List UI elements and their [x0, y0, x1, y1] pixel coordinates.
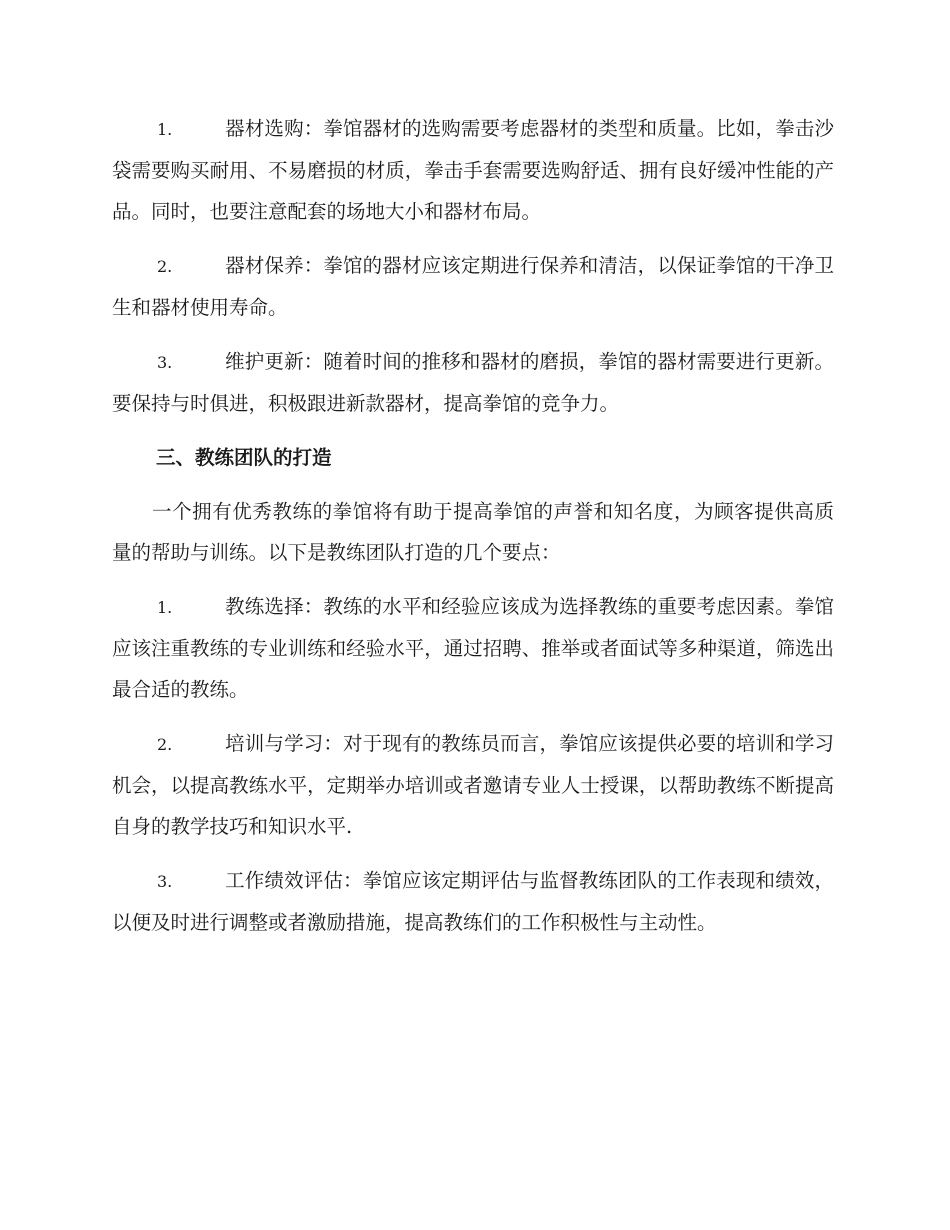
list-item: [112, 341, 834, 424]
list-number: 3.: [157, 353, 173, 372]
list-number: 3.: [157, 872, 173, 891]
section-intro-paragraph: 一个拥有优秀教练的拳馆将有助于提高拳馆的声誉和知名度，为顾客提供高质量的帮助与训练。以下是教练团队打造的几个要点：: [112, 500, 834, 564]
list-item-text: 培训与学习：对于现有的教练员而言，拳馆应该提供必要的培训和学习机会，以提高教练水平，定期举办培训或者邀请专业人士授课，以帮助教练不断提高自身的教学技巧和知识水平.: [112, 732, 834, 838]
list-item: [112, 245, 834, 328]
list-number: 2.: [157, 257, 173, 276]
list-item-text: 教练选择：教练的水平和经验应该成为选择教练的重要考虑因素。拳馆应该注重教练的专业训练和经验水平，通过招聘、推举或者面试等多种渠道，筛选出最合适的教练。: [112, 595, 834, 701]
list-item: [112, 108, 834, 232]
list-number: 1.: [157, 120, 173, 139]
list-item: [112, 723, 834, 847]
list-item: [112, 586, 834, 710]
list-number: 1.: [157, 598, 173, 617]
list-number: 2.: [157, 735, 173, 754]
list-item-text: 器材选购：拳馆器材的选购需要考虑器材的类型和质量。比如，拳击沙袋需要购买耐用、不易磨损的材质，拳击手套需要选购舒适、拥有良好缓冲性能的产品。同时，也要注意配套的场地大小和器材布局。: [112, 117, 834, 223]
list-item-text: 器材保养：拳馆的器材应该定期进行保养和清洁，以保证拳馆的干净卫生和器材使用寿命。: [112, 254, 834, 319]
document-page: [112, 108, 834, 956]
section-heading: 三、教练团队的打造: [156, 446, 332, 469]
list-item-text: 维护更新：随着时间的推移和器材的磨损，拳馆的器材需要进行更新。要保持与时俱进，积极跟进新款器材，提高拳馆的竞争力。: [112, 350, 834, 415]
list-item: [112, 860, 834, 943]
list-item-text: 工作绩效评估：拳馆应该定期评估与监督教练团队的工作表现和绩效，以便及时进行调整或者激励措施，提高教练们的工作积极性与主动性。: [112, 869, 834, 934]
